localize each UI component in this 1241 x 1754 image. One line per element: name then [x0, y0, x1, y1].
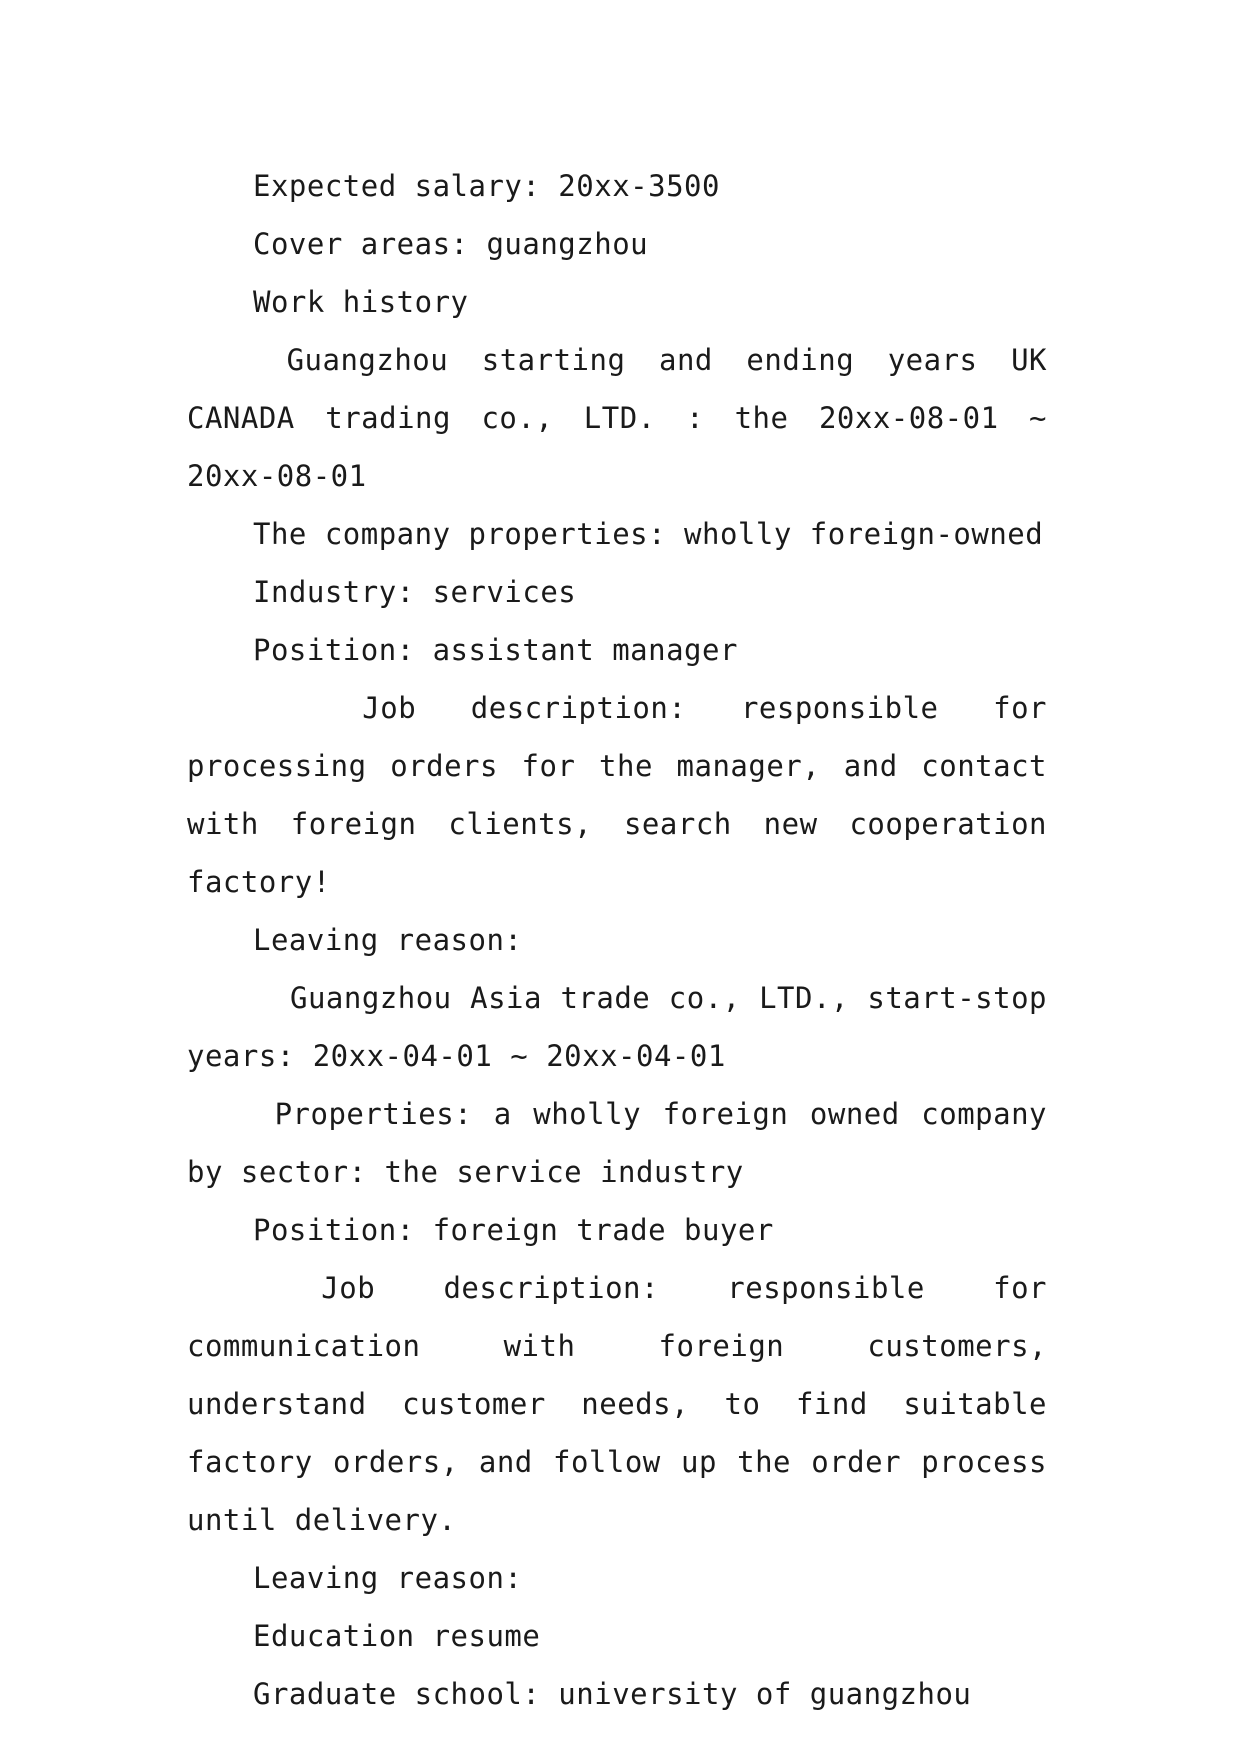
expected-salary-line: Expected salary: 20xx-3500	[253, 169, 720, 203]
job1-industry: Industry: services	[253, 575, 577, 609]
graduate-school-line: Graduate school: university of guangzhou	[253, 1677, 972, 1711]
job2-leaving-reason: Leaving reason:	[253, 1561, 523, 1595]
job2-position: Position: foreign trade buyer	[253, 1213, 774, 1247]
education-heading: Education resume	[253, 1619, 541, 1653]
resume-body	[187, 157, 1065, 1723]
job1-position: Position: assistant manager	[253, 633, 738, 667]
job1-company-paragraph: Guangzhou starting and ending years UK CANADA trading co., LTD. : the 20xx-08-01 ~ 20xx-08-01	[187, 343, 1065, 493]
cover-areas-line: Cover areas: guangzhou	[253, 227, 649, 261]
job1-leaving-reason: Leaving reason:	[253, 923, 523, 957]
job2-description: Job description: responsible for communication with foreign customers, understand customer needs, to find suitable factory orders, and follow up the order process until delivery.	[187, 1271, 1065, 1537]
job1-description: Job description: responsible for processing orders for the manager, and contact with foreign clients, search new cooperation factory!	[187, 691, 1065, 899]
job2-company-paragraph: Guangzhou Asia trade co., LTD., start-stop years: 20xx-04-01 ~ 20xx-04-01	[187, 981, 1065, 1073]
job1-company-properties: The company properties: wholly foreign-owned	[253, 517, 1044, 551]
work-history-heading: Work history	[253, 285, 469, 319]
job2-properties: Properties: a wholly foreign owned company by sector: the service industry	[187, 1097, 1065, 1189]
